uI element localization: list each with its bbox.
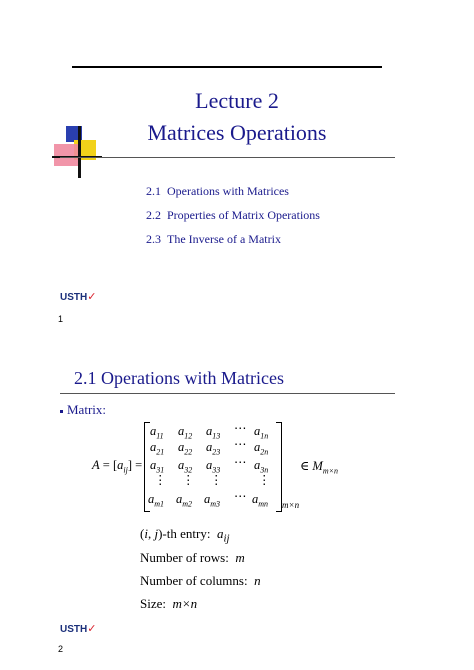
matrix-membership: ∈ $M_{m\times n}$ [300, 459, 338, 476]
toc-item-1 [146, 184, 289, 199]
section-divider [60, 393, 395, 394]
top-rule [72, 66, 382, 68]
matrix-vdots: ⋮ [154, 473, 167, 487]
rows-row [140, 550, 245, 566]
matrix-lhs: $A = [a_{ij}]$ = [92, 458, 143, 475]
entry-label: (i, j)-th entry: [140, 526, 211, 541]
matrix-bullet [60, 402, 106, 418]
bullet-square-icon [60, 410, 63, 413]
matrix-entry: $a_{2n}$ [254, 440, 269, 457]
matrix-ellipsis: ⋯ [234, 437, 247, 451]
bullet-label: Matrix: [67, 402, 106, 417]
rows-value: m [235, 550, 245, 565]
matrix-entry: $a_{3n}$ [254, 458, 269, 475]
matrix-entry: $a_{m2}$ [176, 492, 193, 509]
page-number: 2 [58, 644, 64, 654]
section-title: 2.1 Operations with Matrices [74, 368, 284, 388]
cols-label: Number of columns: [140, 573, 248, 588]
matrix-entry: $a_{31}$ [150, 458, 165, 475]
size-row [140, 596, 197, 612]
right-bracket [276, 422, 282, 512]
matrix-entry: $a_{1n}$ [254, 424, 269, 441]
logo-mark-icon: ✓ [87, 623, 97, 635]
matrix-ellipsis: ⋯ [234, 455, 247, 469]
cols-value: n [254, 573, 261, 588]
matrix-entry: $a_{23}$ [206, 440, 221, 457]
toc-item-3 [146, 232, 281, 247]
cols-row [140, 573, 261, 589]
usth-logo [60, 290, 96, 303]
toc-item-number: 2.1 [146, 184, 161, 198]
matrix-entry: $a_{m3}$ [204, 492, 221, 509]
matrix-entry: $a_{11}$ [150, 424, 164, 441]
toc-item-2 [146, 208, 320, 223]
title-divider [60, 157, 395, 158]
logo-text: USTH [60, 292, 88, 303]
matrix-vdots: ⋮ [210, 473, 223, 487]
entry-value: $a_{ij}$ [216, 526, 230, 545]
toc-item-text: Properties of Matrix Operations [167, 208, 320, 222]
rows-label: Number of rows: [140, 550, 229, 565]
size-label: Size: [140, 596, 166, 611]
matrix-entry: $a_{22}$ [178, 440, 193, 457]
matrix-ellipsis: ⋯ [234, 489, 247, 503]
matrix-entry: $a_{32}$ [178, 458, 193, 475]
usth-logo [60, 622, 96, 635]
toc-item-text: The Inverse of a Matrix [167, 232, 281, 246]
matrix-definition [88, 418, 388, 518]
matrix-entry: $a_{m1}$ [148, 492, 165, 509]
matrix-vdots: ⋮ [258, 473, 271, 487]
size-value: m×n [172, 596, 198, 611]
logo-mark-icon: ✓ [87, 291, 97, 303]
page-number: 1 [58, 314, 64, 324]
matrix-vdots: ⋮ [182, 473, 195, 487]
matrix-ellipsis: ⋯ [234, 421, 247, 435]
toc-item-number: 2.3 [146, 232, 161, 246]
matrix-entry: $a_{21}$ [150, 440, 165, 457]
entry-row [140, 526, 229, 545]
toc-item-text: Operations with Matrices [167, 184, 289, 198]
lecture-title: Lecture 2 [195, 88, 279, 113]
lecture-subtitle: Matrices Operations [147, 120, 327, 145]
matrix-entry: $a_{33}$ [206, 458, 221, 475]
matrix-entry: $a_{mn}$ [252, 492, 269, 509]
logo-text: USTH [60, 624, 88, 635]
matrix-entry: $a_{12}$ [178, 424, 193, 441]
matrix-entry: $a_{13}$ [206, 424, 221, 441]
matrix-size-subscript: m×n [282, 500, 300, 510]
toc-item-number: 2.2 [146, 208, 161, 222]
